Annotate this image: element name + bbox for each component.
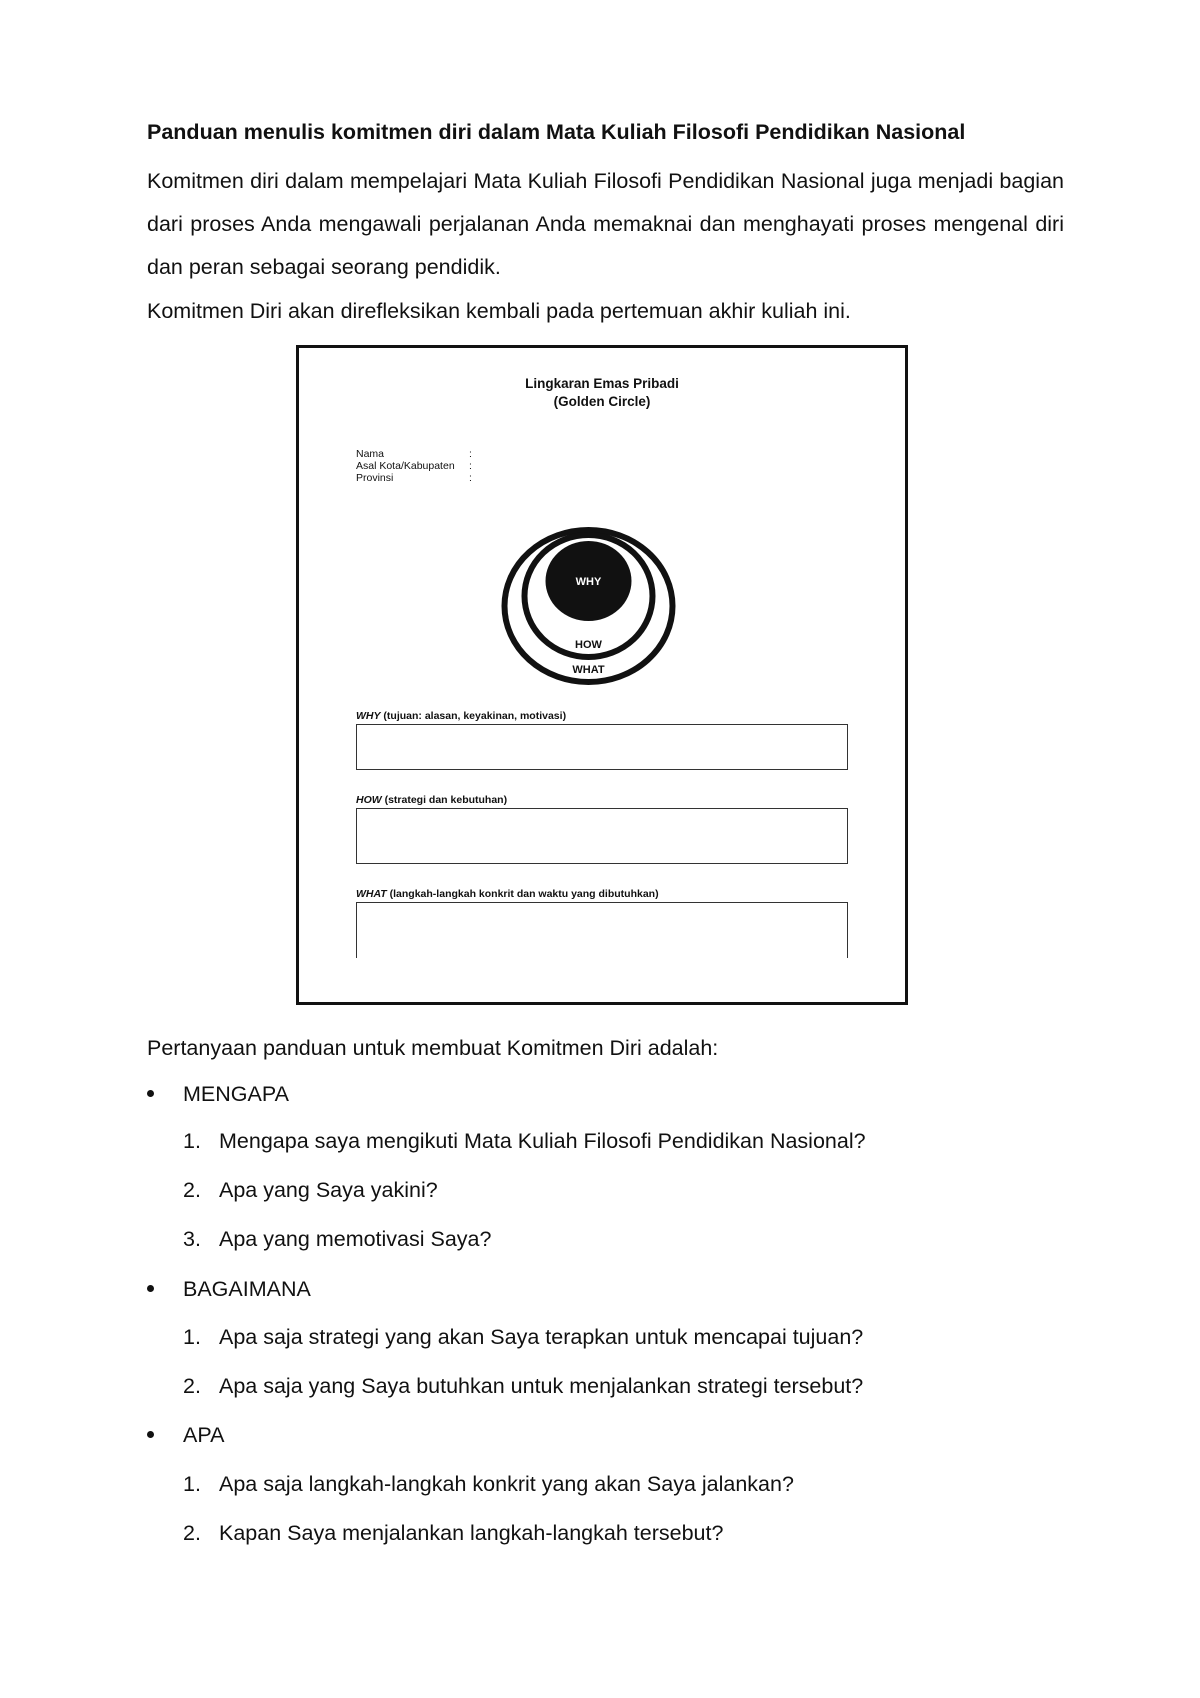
province-label: Provinsi [356,472,394,484]
questions-intro: Pertanyaan panduan untuk membuat Komitmen Diri adalah: [147,1036,719,1060]
list-number: 2. [183,1178,201,1202]
what-field-description: (langkah-langkah konkrit dan waktu yang dibutuhkan) [386,888,659,900]
list-item-text: Kapan Saya menjalankan langkah-langkah tersebut? [219,1521,724,1545]
golden-circle-diagram [501,526,676,686]
list-number: 2. [183,1374,201,1398]
list-number: 1. [183,1472,201,1496]
how-field-keyword: HOW [356,794,382,806]
why-label: WHY [575,576,602,588]
how-label: HOW [575,639,602,651]
golden-circle-worksheet [296,345,908,1005]
section-title: APA [183,1423,225,1447]
what-answer-box[interactable] [356,902,848,958]
bullet-icon [147,1285,154,1292]
list-item-text: Apa saja yang Saya butuhkan untuk menjalankan strategi tersebut? [219,1374,864,1398]
what-label: WHAT [572,664,605,676]
list-item-text: Apa saja strategi yang akan Saya terapkan untuk mencapai tujuan? [219,1325,864,1349]
list-item-text: Apa saja langkah-langkah konkrit yang akan Saya jalankan? [219,1472,794,1496]
section-title: BAGAIMANA [183,1277,311,1301]
list-item-text: Apa yang Saya yakini? [219,1178,438,1202]
worksheet-title: Lingkaran Emas Pribadi [525,376,679,391]
section-title: MENGAPA [183,1082,289,1106]
list-number: 3. [183,1227,201,1251]
list-item-text: Mengapa saya mengikuti Mata Kuliah Filosofi Pendidikan Nasional? [219,1129,866,1153]
why-field-label [356,710,566,722]
what-field-keyword: WHAT [356,888,387,900]
list-item-text: Apa yang memotivasi Saya? [219,1227,492,1251]
document-heading: Panduan menulis komitmen diri dalam Mata Kuliah Filosofi Pendidikan Nasional [147,120,966,144]
reflection-note: Komitmen Diri akan direfleksikan kembali pada pertemuan akhir kuliah ini. [147,299,851,323]
what-field-label [356,888,659,900]
list-number: 1. [183,1129,201,1153]
why-field-keyword: WHY [356,710,381,722]
how-answer-box[interactable] [356,808,848,864]
bullet-icon [147,1431,154,1438]
city-colon: : [469,460,472,472]
worksheet-subtitle: (Golden Circle) [553,394,651,409]
intro-paragraph: Komitmen diri dalam mempelajari Mata Kuliah Filosofi Pendidikan Nasional juga menjadi bagian dari proses Anda mengawali perjalanan Anda memaknai dan menghayati proses mengenal diri dan peran sebagai seorang pendidik. [147,169,1064,279]
how-field-label [356,794,507,806]
list-number: 2. [183,1521,201,1545]
city-label: Asal Kota/Kabupaten [356,460,455,472]
province-colon: : [469,472,472,484]
why-field-description: (tujuan: alasan, keyakinan, motivasi) [380,710,567,722]
name-colon: : [469,448,472,460]
name-label: Nama [356,448,385,460]
how-field-description: (strategi dan kebutuhan) [381,794,508,806]
why-answer-box[interactable] [356,724,848,770]
list-number: 1. [183,1325,201,1349]
bullet-icon [147,1090,154,1097]
